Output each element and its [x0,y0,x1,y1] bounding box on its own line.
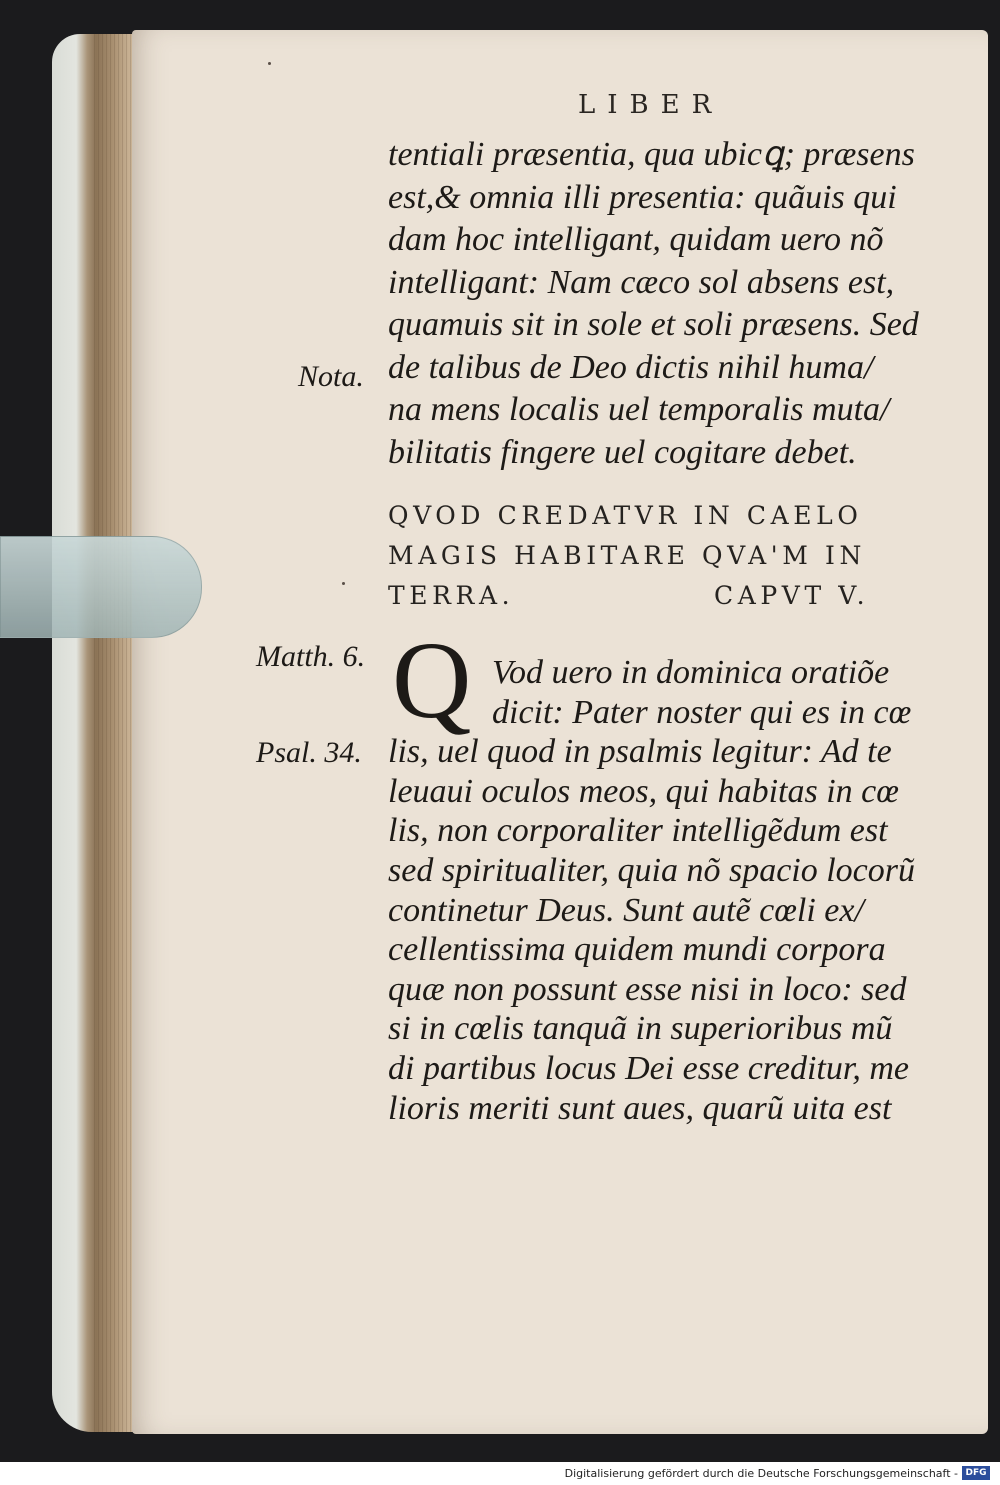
text-line: lis, non corporaliter intelligẽdum est [388,812,888,850]
text-line: quamuis sit in sole et soli præsens. Sed [388,306,919,343]
text-line: tentiali præsentia, qua ubicꝗ; præsens [388,136,915,173]
margin-note-psal: Psal. 34. [256,736,362,769]
chapter-heading-line: MAGIS HABITARE QVA'M IN [388,541,866,570]
bookmark-tab [0,536,202,638]
text-line: Vod uero in dominica oratiõe [492,654,890,691]
paragraph-2 [388,653,948,1128]
margin-note-matth: Matth. 6. [256,640,366,673]
footer-credit: Digitalisierung gefördert durch die Deutsche Forschungsgemeinschaft - [564,1467,958,1480]
paper-speck [342,582,345,585]
text-line: est,& omnia illi presentia: quãuis qui [388,178,897,216]
chapter-heading-line [388,576,948,616]
text-line: na mens localis uel temporalis muta/ [388,391,890,428]
drop-cap: Q [392,619,472,741]
text-line: bilitatis fingere uel cogitare debet. [388,433,857,471]
text-line: dicit: Pater noster qui es in cœ [492,693,912,731]
chapter-heading [388,496,948,616]
text-line: dam hoc intelligant, quidam uero nõ [388,221,884,258]
text-line: leuaui oculos meos, qui habitas in cœ [388,772,899,810]
chapter-heading-terra: TERRA. [388,581,515,610]
dfg-logo-icon[interactable]: DFG [962,1466,990,1480]
text-line: intelligant: Nam cæco sol absens est, [388,263,895,301]
paragraph-1 [388,134,948,474]
text-line: lioris meriti sunt aues, quarũ uita est [388,1089,892,1127]
margin-note-nota: Nota. [298,360,364,393]
running-head: LIBER [578,90,724,120]
text-line: sed spiritualiter, quia nõ spacio locorũ [388,851,915,889]
footer-bar [0,1462,1000,1485]
text-line: continetur Deus. Sunt autẽ cœli ex/ [388,891,864,929]
chapter-heading-line: QVOD CREDATVR IN CAELO [388,501,863,530]
text-line: di partibus locus Dei esse creditur, me [388,1049,909,1087]
text-line: quæ non possunt esse nisi in loco: sed [388,970,907,1008]
text-line: si in cœlis tanquã in superioribus mũ [388,1010,893,1048]
text-line: cellentissima quidem mundi corpora [388,931,886,969]
paper-speck [268,62,271,65]
text-line: de talibus de Deo dictis nihil huma/ [388,348,874,386]
text-line: lis, uel quod in psalmis legitur: Ad te [388,733,892,771]
chapter-number: CAPVT V. [714,581,870,610]
